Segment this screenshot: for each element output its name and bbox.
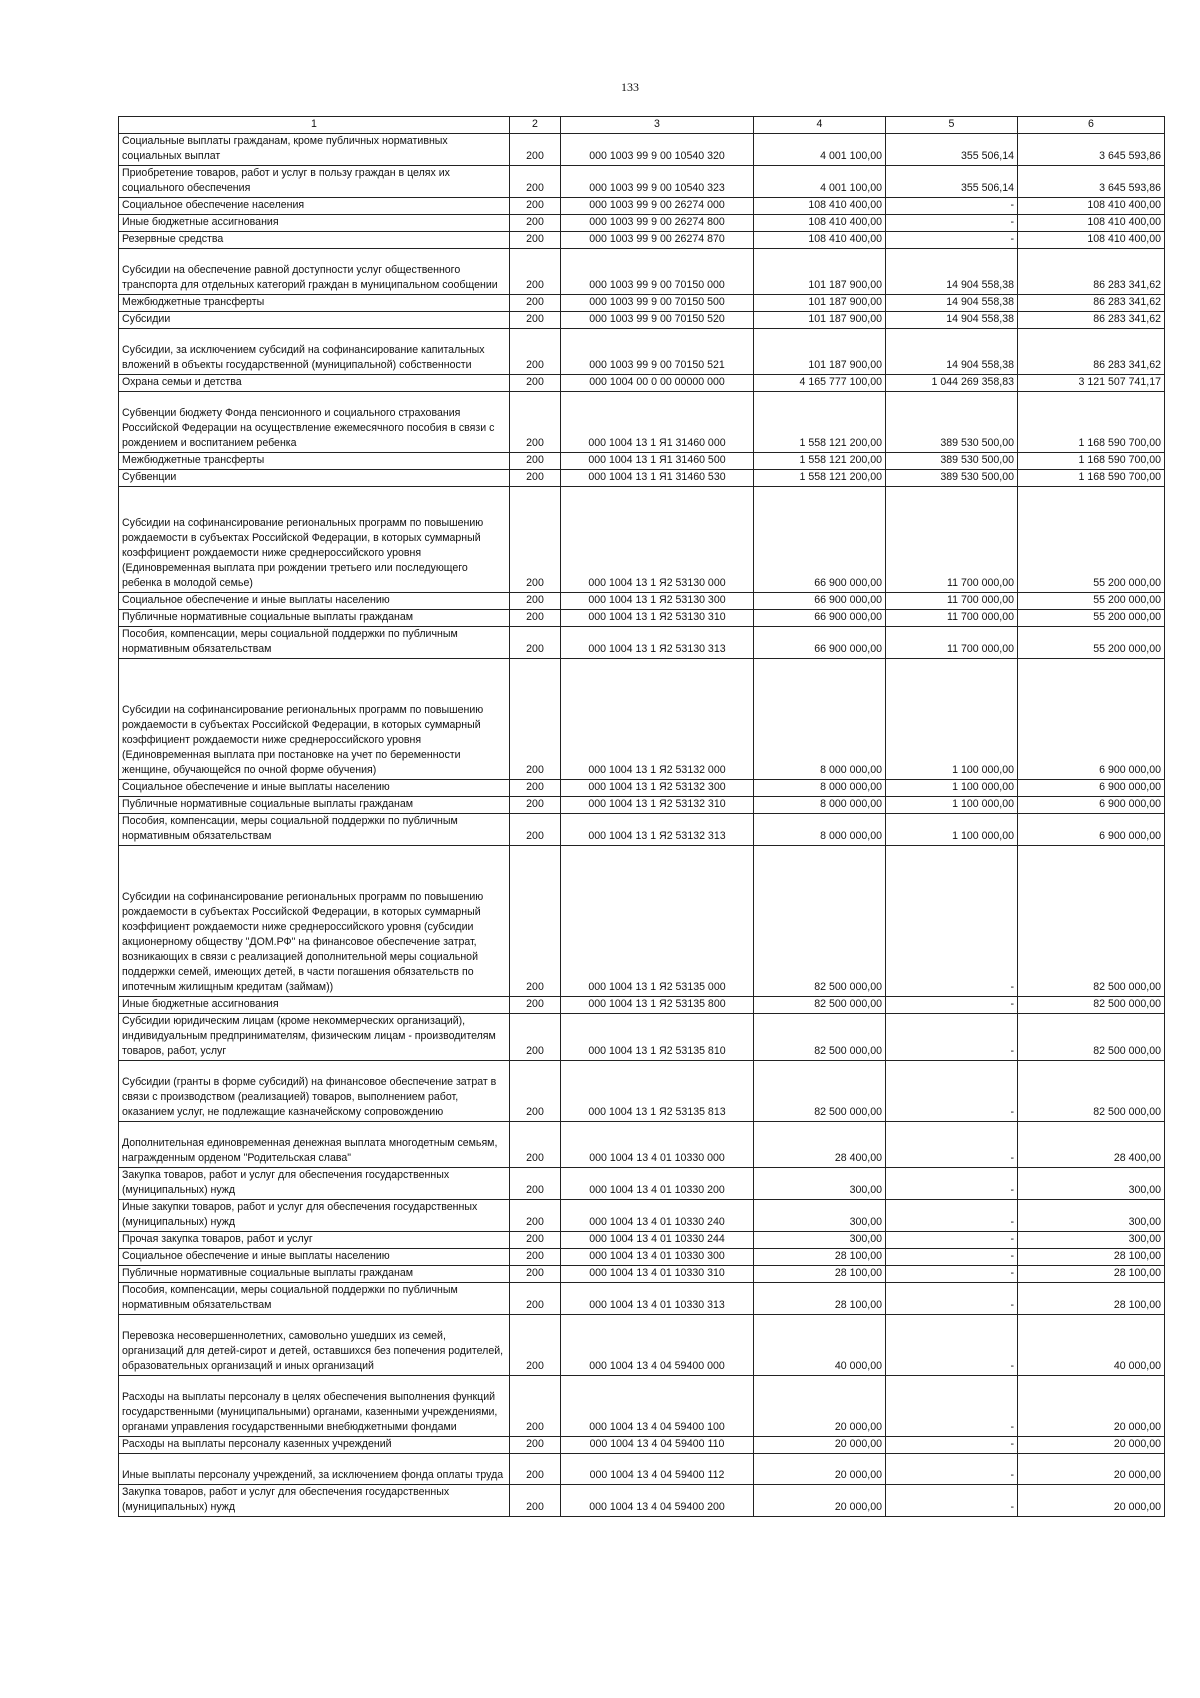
approved-amount-cell: 20 000,00: [754, 1376, 886, 1437]
unexecuted-amount-cell: 28 400,00: [1018, 1122, 1165, 1168]
approved-amount-cell: 20 000,00: [754, 1454, 886, 1485]
unexecuted-amount-cell: 1 168 590 700,00: [1018, 392, 1165, 453]
admin-code-cell: 200: [510, 659, 561, 780]
executed-amount-cell: 11 700 000,00: [886, 627, 1018, 659]
table-row: [119, 1200, 1165, 1232]
approved-amount-cell: 300,00: [754, 1168, 886, 1200]
budget-classification-code-cell: 000 1004 13 4 04 59400 110: [561, 1437, 754, 1454]
column-header: 5: [886, 117, 1018, 134]
admin-code-cell: 200: [510, 1249, 561, 1266]
expense-name-cell: Перевозка несовершеннолетних, самовольно ушедших из семей, организаций для детей-сирот и детей, оставшихся без попечения родителей, образовательных организаций и иных организаций: [119, 1315, 510, 1376]
executed-amount-cell: -: [886, 1437, 1018, 1454]
executed-amount-cell: 14 904 558,38: [886, 329, 1018, 375]
expense-name-cell: Расходы на выплаты персоналу в целях обеспечения выполнения функций государственными (муниципальными) органами, казенными учреждениями, органами управления государственными внебюджетными фондами: [119, 1376, 510, 1437]
table-row: [119, 295, 1165, 312]
admin-code-cell: 200: [510, 215, 561, 232]
executed-amount-cell: -: [886, 1283, 1018, 1315]
unexecuted-amount-cell: 108 410 400,00: [1018, 198, 1165, 215]
budget-classification-code-cell: 000 1004 13 4 04 59400 112: [561, 1454, 754, 1485]
expense-name-cell: Субсидии, за исключением субсидий на софинансирование капитальных вложений в объекты государственной (муниципальной) собственности: [119, 329, 510, 375]
approved-amount-cell: 4 001 100,00: [754, 166, 886, 198]
executed-amount-cell: -: [886, 1249, 1018, 1266]
unexecuted-amount-cell: 6 900 000,00: [1018, 797, 1165, 814]
admin-code-cell: 200: [510, 1485, 561, 1517]
unexecuted-amount-cell: 55 200 000,00: [1018, 593, 1165, 610]
column-header: 6: [1018, 117, 1165, 134]
unexecuted-amount-cell: 20 000,00: [1018, 1437, 1165, 1454]
approved-amount-cell: 108 410 400,00: [754, 232, 886, 249]
expense-name-cell: Социальное обеспечение и иные выплаты населению: [119, 1249, 510, 1266]
expense-name-cell: Иные бюджетные ассигнования: [119, 215, 510, 232]
admin-code-cell: 200: [510, 329, 561, 375]
table-row: [119, 1232, 1165, 1249]
executed-amount-cell: -: [886, 1014, 1018, 1061]
expense-name-cell: Межбюджетные трансферты: [119, 453, 510, 470]
approved-amount-cell: 66 900 000,00: [754, 610, 886, 627]
expense-name-cell: Пособия, компенсации, меры социальной поддержки по публичным нормативным обязательствам: [119, 814, 510, 846]
unexecuted-amount-cell: 3 121 507 741,17: [1018, 375, 1165, 392]
admin-code-cell: 200: [510, 375, 561, 392]
table-row: [119, 593, 1165, 610]
table-row: [119, 780, 1165, 797]
unexecuted-amount-cell: 20 000,00: [1018, 1376, 1165, 1437]
unexecuted-amount-cell: 6 900 000,00: [1018, 659, 1165, 780]
executed-amount-cell: 11 700 000,00: [886, 593, 1018, 610]
approved-amount-cell: 82 500 000,00: [754, 846, 886, 997]
approved-amount-cell: 300,00: [754, 1232, 886, 1249]
executed-amount-cell: 389 530 500,00: [886, 392, 1018, 453]
admin-code-cell: 200: [510, 453, 561, 470]
budget-classification-code-cell: 000 1004 13 4 01 10330 240: [561, 1200, 754, 1232]
budget-classification-code-cell: 000 1004 13 1 Я2 53135 810: [561, 1014, 754, 1061]
budget-classification-code-cell: 000 1004 13 4 01 10330 300: [561, 1249, 754, 1266]
executed-amount-cell: 11 700 000,00: [886, 610, 1018, 627]
executed-amount-cell: -: [886, 198, 1018, 215]
table-row: [119, 1014, 1165, 1061]
budget-classification-code-cell: 000 1004 13 1 Я1 31460 530: [561, 470, 754, 487]
approved-amount-cell: 101 187 900,00: [754, 329, 886, 375]
executed-amount-cell: 1 100 000,00: [886, 780, 1018, 797]
unexecuted-amount-cell: 86 283 341,62: [1018, 312, 1165, 329]
expense-name-cell: Расходы на выплаты персоналу казенных учреждений: [119, 1437, 510, 1454]
unexecuted-amount-cell: 40 000,00: [1018, 1315, 1165, 1376]
budget-classification-code-cell: 000 1004 13 1 Я2 53132 310: [561, 797, 754, 814]
approved-amount-cell: 1 558 121 200,00: [754, 453, 886, 470]
expense-name-cell: Субсидии на софинансирование региональных программ по повышению рождаемости в субъектах Российской Федерации, в которых суммарный коэффициент рождаемости ниже среднероссийского уровня (Единовременная выплата при рождении третьего или последующего ребенка в молодой семье): [119, 487, 510, 593]
executed-amount-cell: -: [886, 1485, 1018, 1517]
admin-code-cell: 200: [510, 312, 561, 329]
budget-table: [118, 116, 1165, 1517]
executed-amount-cell: -: [886, 1315, 1018, 1376]
unexecuted-amount-cell: 6 900 000,00: [1018, 814, 1165, 846]
admin-code-cell: 200: [510, 797, 561, 814]
admin-code-cell: 200: [510, 1200, 561, 1232]
budget-classification-code-cell: 000 1003 99 9 00 70150 500: [561, 295, 754, 312]
approved-amount-cell: 1 558 121 200,00: [754, 392, 886, 453]
admin-code-cell: 200: [510, 134, 561, 166]
table-row: [119, 1283, 1165, 1315]
unexecuted-amount-cell: 82 500 000,00: [1018, 846, 1165, 997]
approved-amount-cell: 8 000 000,00: [754, 797, 886, 814]
budget-classification-code-cell: 000 1004 13 1 Я2 53130 310: [561, 610, 754, 627]
unexecuted-amount-cell: 86 283 341,62: [1018, 249, 1165, 295]
expense-name-cell: Социальное обеспечение населения: [119, 198, 510, 215]
executed-amount-cell: -: [886, 997, 1018, 1014]
expense-name-cell: Охрана семьи и детства: [119, 375, 510, 392]
budget-classification-code-cell: 000 1004 13 1 Я2 53135 813: [561, 1061, 754, 1122]
admin-code-cell: 200: [510, 1168, 561, 1200]
expense-name-cell: Субсидии на софинансирование региональных программ по повышению рождаемости в субъектах Российской Федерации, в которых суммарный коэффициент рождаемости ниже среднероссийского уровня (Единовременная выплата при постановке на учет по беременности женщине, обучающейся по очной форме обучения): [119, 659, 510, 780]
table-row: [119, 375, 1165, 392]
executed-amount-cell: 11 700 000,00: [886, 487, 1018, 593]
unexecuted-amount-cell: 82 500 000,00: [1018, 1061, 1165, 1122]
approved-amount-cell: 20 000,00: [754, 1485, 886, 1517]
approved-amount-cell: 40 000,00: [754, 1315, 886, 1376]
column-number-row: [119, 117, 1165, 134]
unexecuted-amount-cell: 300,00: [1018, 1200, 1165, 1232]
budget-classification-code-cell: 000 1004 13 1 Я2 53135 800: [561, 997, 754, 1014]
admin-code-cell: 200: [510, 198, 561, 215]
executed-amount-cell: 389 530 500,00: [886, 453, 1018, 470]
column-header: 2: [510, 117, 561, 134]
budget-classification-code-cell: 000 1004 13 4 04 59400 200: [561, 1485, 754, 1517]
admin-code-cell: 200: [510, 470, 561, 487]
table-row: [119, 312, 1165, 329]
admin-code-cell: 200: [510, 1454, 561, 1485]
table-row: [119, 1249, 1165, 1266]
budget-classification-code-cell: 000 1004 13 4 01 10330 310: [561, 1266, 754, 1283]
approved-amount-cell: 4 165 777 100,00: [754, 375, 886, 392]
table-row: [119, 846, 1165, 997]
admin-code-cell: 200: [510, 1376, 561, 1437]
table-row: [119, 997, 1165, 1014]
table-row: [119, 329, 1165, 375]
executed-amount-cell: -: [886, 232, 1018, 249]
unexecuted-amount-cell: 108 410 400,00: [1018, 215, 1165, 232]
admin-code-cell: 200: [510, 1014, 561, 1061]
unexecuted-amount-cell: 300,00: [1018, 1232, 1165, 1249]
expense-name-cell: Субсидии на обеспечение равной доступности услуг общественного транспорта для отдельных категорий граждан в муниципальном сообщении: [119, 249, 510, 295]
executed-amount-cell: 389 530 500,00: [886, 470, 1018, 487]
admin-code-cell: 200: [510, 593, 561, 610]
budget-classification-code-cell: 000 1004 13 1 Я2 53130 000: [561, 487, 754, 593]
admin-code-cell: 200: [510, 1315, 561, 1376]
budget-classification-code-cell: 000 1003 99 9 00 70150 000: [561, 249, 754, 295]
admin-code-cell: 200: [510, 627, 561, 659]
budget-classification-code-cell: 000 1003 99 9 00 10540 320: [561, 134, 754, 166]
page-number: 133: [621, 80, 639, 94]
executed-amount-cell: 14 904 558,38: [886, 295, 1018, 312]
approved-amount-cell: 28 100,00: [754, 1249, 886, 1266]
approved-amount-cell: 4 001 100,00: [754, 134, 886, 166]
table-row: [119, 627, 1165, 659]
unexecuted-amount-cell: 55 200 000,00: [1018, 610, 1165, 627]
approved-amount-cell: 101 187 900,00: [754, 312, 886, 329]
expense-name-cell: Приобретение товаров, работ и услуг в пользу граждан в целях их социального обеспечения: [119, 166, 510, 198]
expense-name-cell: Социальные выплаты гражданам, кроме публичных нормативных социальных выплат: [119, 134, 510, 166]
budget-classification-code-cell: 000 1004 13 1 Я2 53135 000: [561, 846, 754, 997]
admin-code-cell: 200: [510, 166, 561, 198]
expense-name-cell: Субвенции: [119, 470, 510, 487]
table-row: [119, 198, 1165, 215]
approved-amount-cell: 66 900 000,00: [754, 593, 886, 610]
executed-amount-cell: 1 100 000,00: [886, 814, 1018, 846]
expense-name-cell: Социальное обеспечение и иные выплаты населению: [119, 593, 510, 610]
budget-classification-code-cell: 000 1004 13 4 01 10330 313: [561, 1283, 754, 1315]
unexecuted-amount-cell: 108 410 400,00: [1018, 232, 1165, 249]
admin-code-cell: 200: [510, 1061, 561, 1122]
executed-amount-cell: 355 506,14: [886, 134, 1018, 166]
expense-name-cell: Иные закупки товаров, работ и услуг для обеспечения государственных (муниципальных) нужд: [119, 1200, 510, 1232]
expense-name-cell: Межбюджетные трансферты: [119, 295, 510, 312]
budget-classification-code-cell: 000 1004 13 1 Я2 53132 300: [561, 780, 754, 797]
budget-classification-code-cell: 000 1004 13 1 Я2 53132 313: [561, 814, 754, 846]
unexecuted-amount-cell: 6 900 000,00: [1018, 780, 1165, 797]
budget-classification-code-cell: 000 1004 13 4 01 10330 200: [561, 1168, 754, 1200]
budget-classification-code-cell: 000 1004 13 1 Я1 31460 500: [561, 453, 754, 470]
executed-amount-cell: 14 904 558,38: [886, 249, 1018, 295]
table-row: [119, 1485, 1165, 1517]
unexecuted-amount-cell: 55 200 000,00: [1018, 627, 1165, 659]
unexecuted-amount-cell: 300,00: [1018, 1168, 1165, 1200]
approved-amount-cell: 82 500 000,00: [754, 1014, 886, 1061]
unexecuted-amount-cell: 28 100,00: [1018, 1266, 1165, 1283]
approved-amount-cell: 101 187 900,00: [754, 249, 886, 295]
executed-amount-cell: 1 100 000,00: [886, 659, 1018, 780]
admin-code-cell: 200: [510, 997, 561, 1014]
expense-name-cell: Социальное обеспечение и иные выплаты населению: [119, 780, 510, 797]
budget-classification-code-cell: 000 1004 13 1 Я1 31460 000: [561, 392, 754, 453]
expense-name-cell: Публичные нормативные социальные выплаты гражданам: [119, 797, 510, 814]
executed-amount-cell: 1 100 000,00: [886, 797, 1018, 814]
expense-name-cell: Закупка товаров, работ и услуг для обеспечения государственных (муниципальных) нужд: [119, 1168, 510, 1200]
unexecuted-amount-cell: 28 100,00: [1018, 1249, 1165, 1266]
table-row: [119, 232, 1165, 249]
executed-amount-cell: -: [886, 1168, 1018, 1200]
table-row: [119, 470, 1165, 487]
expense-name-cell: Прочая закупка товаров, работ и услуг: [119, 1232, 510, 1249]
table-row: [119, 1376, 1165, 1437]
budget-classification-code-cell: 000 1003 99 9 00 10540 323: [561, 166, 754, 198]
expense-name-cell: Пособия, компенсации, меры социальной поддержки по публичным нормативным обязательствам: [119, 1283, 510, 1315]
unexecuted-amount-cell: 86 283 341,62: [1018, 295, 1165, 312]
expense-name-cell: Публичные нормативные социальные выплаты гражданам: [119, 610, 510, 627]
approved-amount-cell: 8 000 000,00: [754, 780, 886, 797]
table-row: [119, 1437, 1165, 1454]
executed-amount-cell: -: [886, 1200, 1018, 1232]
unexecuted-amount-cell: 82 500 000,00: [1018, 1014, 1165, 1061]
unexecuted-amount-cell: 20 000,00: [1018, 1485, 1165, 1517]
admin-code-cell: 200: [510, 1283, 561, 1315]
expense-name-cell: Дополнительная единовременная денежная выплата многодетным семьям, награжденным орденом "Родительская слава": [119, 1122, 510, 1168]
executed-amount-cell: 1 044 269 358,83: [886, 375, 1018, 392]
admin-code-cell: 200: [510, 1437, 561, 1454]
unexecuted-amount-cell: 20 000,00: [1018, 1454, 1165, 1485]
table-row: [119, 610, 1165, 627]
table-row: [119, 1315, 1165, 1376]
budget-classification-code-cell: 000 1004 13 4 04 59400 000: [561, 1315, 754, 1376]
unexecuted-amount-cell: 1 168 590 700,00: [1018, 453, 1165, 470]
table-row: [119, 487, 1165, 593]
approved-amount-cell: 28 100,00: [754, 1283, 886, 1315]
approved-amount-cell: 1 558 121 200,00: [754, 470, 886, 487]
table-row: [119, 1454, 1165, 1485]
table-row: [119, 392, 1165, 453]
approved-amount-cell: 108 410 400,00: [754, 198, 886, 215]
expense-name-cell: Субсидии юридическим лицам (кроме некоммерческих организаций), индивидуальным предпринимателям, физическим лицам - производителям товаров, работ, услуг: [119, 1014, 510, 1061]
executed-amount-cell: -: [886, 215, 1018, 232]
table-row: [119, 134, 1165, 166]
budget-classification-code-cell: 000 1004 13 1 Я2 53132 000: [561, 659, 754, 780]
unexecuted-amount-cell: 86 283 341,62: [1018, 329, 1165, 375]
admin-code-cell: 200: [510, 780, 561, 797]
expense-name-cell: Субсидии: [119, 312, 510, 329]
executed-amount-cell: -: [886, 846, 1018, 997]
approved-amount-cell: 108 410 400,00: [754, 215, 886, 232]
admin-code-cell: 200: [510, 1232, 561, 1249]
approved-amount-cell: 28 100,00: [754, 1266, 886, 1283]
budget-classification-code-cell: 000 1004 00 0 00 00000 000: [561, 375, 754, 392]
expense-name-cell: Субсидии (гранты в форме субсидий) на финансовое обеспечение затрат в связи с производством (реализацией) товаров, выполнением работ, оказанием услуг, не подлежащие казначейскому сопровождению: [119, 1061, 510, 1122]
expense-name-cell: Субвенции бюджету Фонда пенсионного и социального страхования Российской Федерации на осуществление ежемесячного пособия в связи с рождением и воспитанием ребенка: [119, 392, 510, 453]
admin-code-cell: 200: [510, 610, 561, 627]
admin-code-cell: 200: [510, 295, 561, 312]
approved-amount-cell: 66 900 000,00: [754, 487, 886, 593]
admin-code-cell: 200: [510, 1122, 561, 1168]
admin-code-cell: 200: [510, 814, 561, 846]
approved-amount-cell: 82 500 000,00: [754, 1061, 886, 1122]
unexecuted-amount-cell: 3 645 593,86: [1018, 134, 1165, 166]
table-header: [119, 117, 1165, 134]
unexecuted-amount-cell: 28 100,00: [1018, 1283, 1165, 1315]
executed-amount-cell: 355 506,14: [886, 166, 1018, 198]
expense-name-cell: Иные бюджетные ассигнования: [119, 997, 510, 1014]
budget-classification-code-cell: 000 1004 13 1 Я2 53130 300: [561, 593, 754, 610]
approved-amount-cell: 8 000 000,00: [754, 814, 886, 846]
column-header: 4: [754, 117, 886, 134]
budget-classification-code-cell: 000 1004 13 4 01 10330 244: [561, 1232, 754, 1249]
admin-code-cell: 200: [510, 392, 561, 453]
expense-name-cell: Резервные средства: [119, 232, 510, 249]
approved-amount-cell: 300,00: [754, 1200, 886, 1232]
unexecuted-amount-cell: 3 645 593,86: [1018, 166, 1165, 198]
executed-amount-cell: -: [886, 1266, 1018, 1283]
budget-classification-code-cell: 000 1003 99 9 00 26274 800: [561, 215, 754, 232]
budget-classification-code-cell: 000 1003 99 9 00 26274 000: [561, 198, 754, 215]
admin-code-cell: 200: [510, 232, 561, 249]
table-row: [119, 814, 1165, 846]
table-body: [119, 134, 1165, 1517]
approved-amount-cell: 8 000 000,00: [754, 659, 886, 780]
table-row: [119, 215, 1165, 232]
admin-code-cell: 200: [510, 487, 561, 593]
expense-name-cell: Закупка товаров, работ и услуг для обеспечения государственных (муниципальных) нужд: [119, 1485, 510, 1517]
budget-classification-code-cell: 000 1004 13 4 04 59400 100: [561, 1376, 754, 1437]
table-row: [119, 1122, 1165, 1168]
executed-amount-cell: 14 904 558,38: [886, 312, 1018, 329]
table-row: [119, 1168, 1165, 1200]
unexecuted-amount-cell: 82 500 000,00: [1018, 997, 1165, 1014]
column-header: 1: [119, 117, 510, 134]
budget-classification-code-cell: 000 1003 99 9 00 70150 520: [561, 312, 754, 329]
budget-classification-code-cell: 000 1004 13 1 Я2 53130 313: [561, 627, 754, 659]
executed-amount-cell: -: [886, 1122, 1018, 1168]
approved-amount-cell: 82 500 000,00: [754, 997, 886, 1014]
approved-amount-cell: 20 000,00: [754, 1437, 886, 1454]
approved-amount-cell: 28 400,00: [754, 1122, 886, 1168]
table-row: [119, 797, 1165, 814]
table-row: [119, 166, 1165, 198]
expense-name-cell: Публичные нормативные социальные выплаты гражданам: [119, 1266, 510, 1283]
expense-name-cell: Пособия, компенсации, меры социальной поддержки по публичным нормативным обязательствам: [119, 627, 510, 659]
admin-code-cell: 200: [510, 249, 561, 295]
executed-amount-cell: -: [886, 1454, 1018, 1485]
budget-classification-code-cell: 000 1003 99 9 00 70150 521: [561, 329, 754, 375]
admin-code-cell: 200: [510, 1266, 561, 1283]
executed-amount-cell: -: [886, 1376, 1018, 1437]
table-row: [119, 659, 1165, 780]
approved-amount-cell: 66 900 000,00: [754, 627, 886, 659]
column-header: 3: [561, 117, 754, 134]
unexecuted-amount-cell: 1 168 590 700,00: [1018, 470, 1165, 487]
approved-amount-cell: 101 187 900,00: [754, 295, 886, 312]
executed-amount-cell: -: [886, 1061, 1018, 1122]
expense-name-cell: Иные выплаты персоналу учреждений, за исключением фонда оплаты труда: [119, 1454, 510, 1485]
table-row: [119, 1266, 1165, 1283]
admin-code-cell: 200: [510, 846, 561, 997]
table-row: [119, 1061, 1165, 1122]
executed-amount-cell: -: [886, 1232, 1018, 1249]
budget-classification-code-cell: 000 1004 13 4 01 10330 000: [561, 1122, 754, 1168]
table-row: [119, 249, 1165, 295]
table-row: [119, 453, 1165, 470]
budget-classification-code-cell: 000 1003 99 9 00 26274 870: [561, 232, 754, 249]
expense-name-cell: Субсидии на софинансирование региональных программ по повышению рождаемости в субъектах Российской Федерации, в которых суммарный коэффициент рождаемости ниже среднероссийского уровня (субсидии акционерному обществу "ДОМ.РФ" на финансовое обеспечение затрат, возникающих в связи с реализацией дополнительной меры социальной поддержки семей, имеющих детей, в части погашения обязательств по ипотечным жилищным кредитам (займам)): [119, 846, 510, 997]
unexecuted-amount-cell: 55 200 000,00: [1018, 487, 1165, 593]
